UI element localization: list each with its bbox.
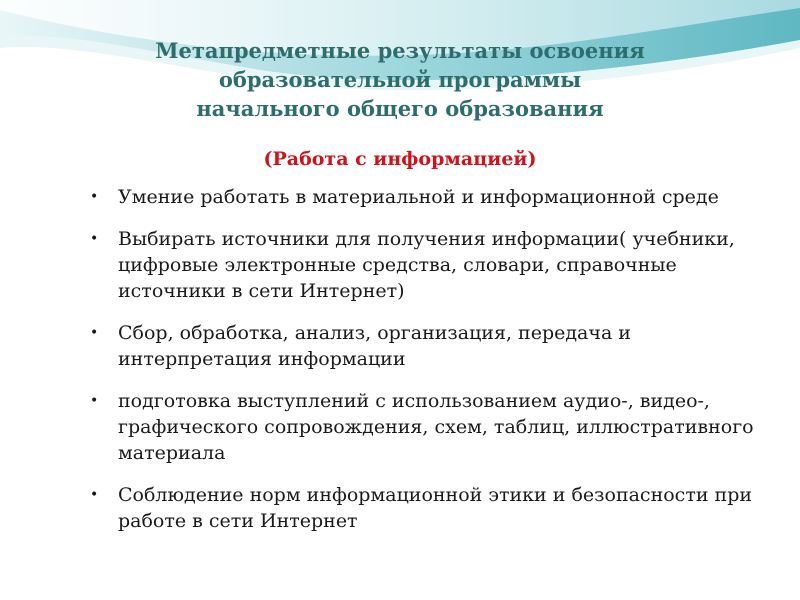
bullet-icon: • bbox=[90, 393, 99, 409]
bullet-icon: • bbox=[90, 189, 99, 205]
title-line: образовательной программы bbox=[218, 67, 582, 92]
title-line: Метапредметные результаты освоения bbox=[155, 38, 645, 63]
list-item-text: Умение работать в материальной и информационной среде bbox=[118, 186, 719, 208]
list-item bbox=[88, 388, 758, 466]
bullet-icon: • bbox=[90, 231, 99, 247]
list-item-text: Выбирать источники для получения информации( учебники, цифровые электронные средства, словари, справочные источники в сети Интернет) bbox=[118, 228, 735, 302]
bullet-icon: • bbox=[90, 487, 99, 503]
title-line: начального общего образования bbox=[196, 96, 604, 121]
slide-subtitle: (Работа с информацией) bbox=[263, 148, 537, 170]
list-item-text: подготовка выступлений с использованием аудио-, видео-, графического сопровождения, схем, таблиц, иллюстративного материала bbox=[118, 390, 754, 464]
list-item bbox=[88, 226, 758, 304]
bullet-icon: • bbox=[90, 325, 99, 341]
list-item bbox=[88, 320, 758, 372]
list-item bbox=[88, 482, 758, 534]
list-item bbox=[88, 184, 758, 210]
list-item-text: Сбор, обработка, анализ, организация, передача и интерпретация информации bbox=[118, 322, 631, 370]
list-item-text: Соблюдение норм информационной этики и безопасности при работе в сети Интернет bbox=[118, 484, 753, 532]
bullet-list bbox=[88, 184, 758, 550]
slide-title bbox=[0, 36, 800, 123]
